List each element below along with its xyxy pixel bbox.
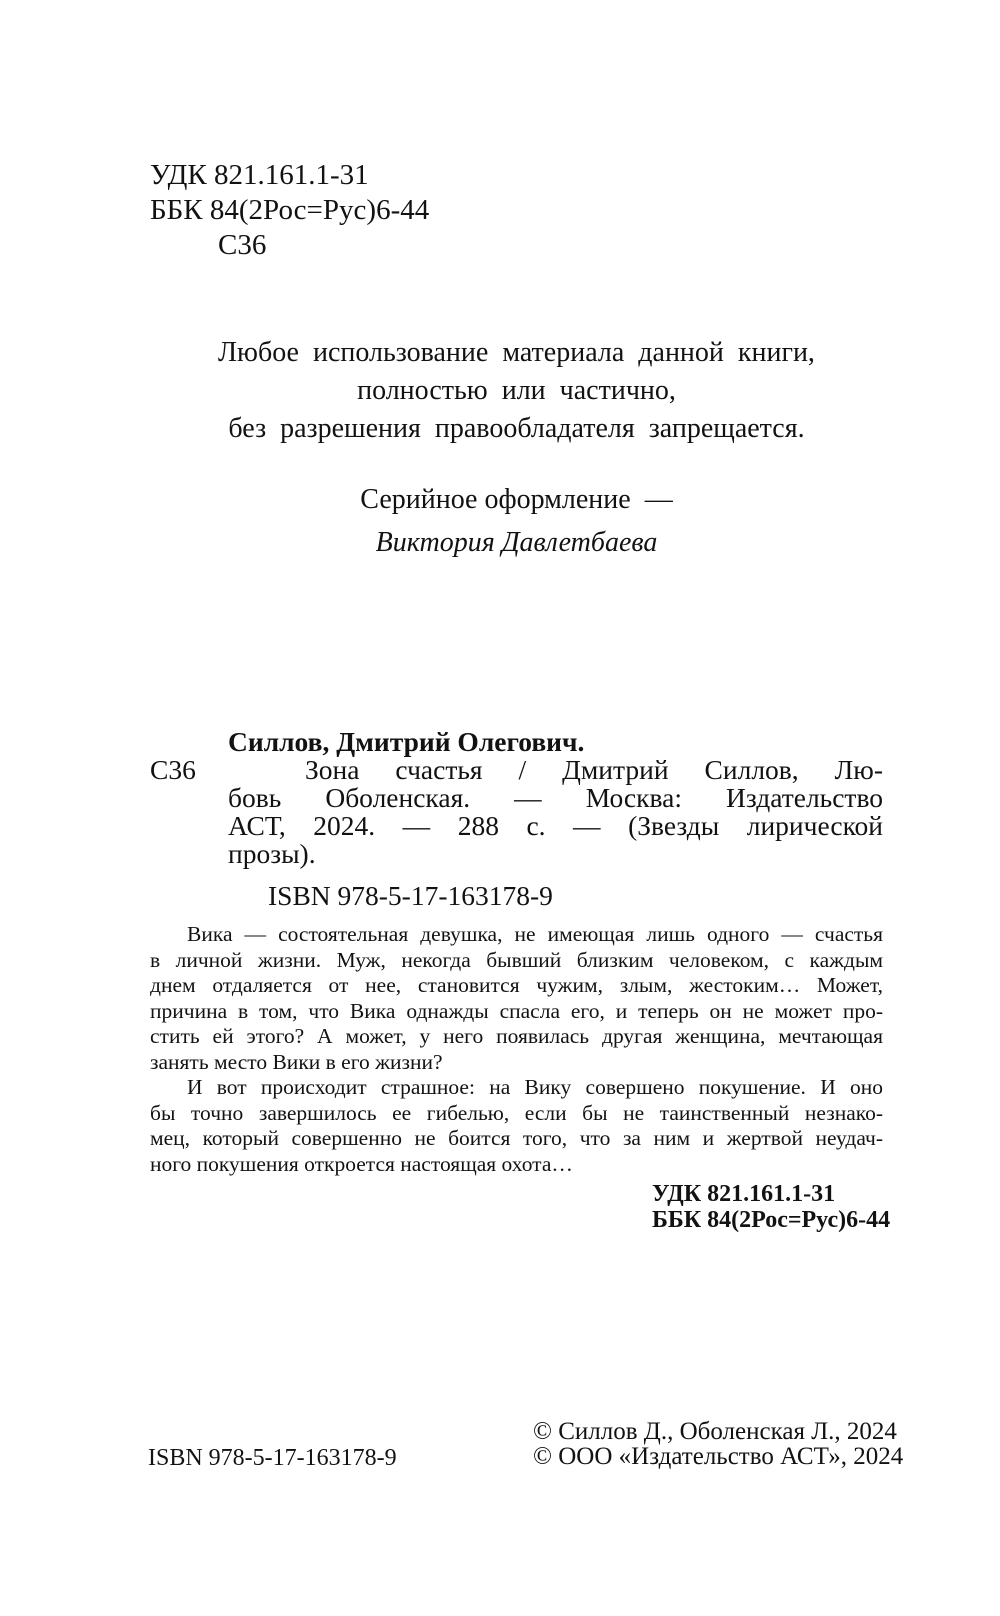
series-design-label: Серийное оформление — <box>360 484 673 515</box>
annotation-block <box>150 922 883 1177</box>
catalog-isbn: ISBN 978-5-17-163178-9 <box>268 880 553 911</box>
author-sign-code: С36 <box>218 229 267 261</box>
catalog-description: Зона счастья / Дмитрий Силлов, Лю- бовь Оболенская. — Москва: Издательство АСТ, 2024. — 288 с. — (Звезды лирической прозы). <box>228 754 883 869</box>
usage-restriction-notice: Любое использование материала данной книги, полностью или частично, без разрешения правообладателя запрещается. <box>218 337 815 444</box>
udk-line: УДК 821.161.1-31 <box>150 159 369 191</box>
bbk-line-bottom: ББК 84(2Рос=Рус)6-44 <box>652 1207 891 1233</box>
bbk-line: ББК 84(2Рос=Рус)6-44 <box>150 194 430 226</box>
catalog-card-body <box>228 727 883 910</box>
series-designer-name: Виктория Давлетбаева <box>375 527 658 558</box>
annotation-paragraph: Вика — состоятельная девушка, не имеющая лишь одного — счастья в личной жизни. Муж, некогда бывший близким человеком, с каждым днем отдаляется от нее, становится чужим, злым, жестоким… Может, причина в том, что Вика однажды спасла его, и теперь он не может про- стить ей этого? А может, у него появилась другая женщина, мечтающая занять место Вики в его жизни? <box>150 922 883 1074</box>
catalog-author-heading: Силлов, Дмитрий Олегович. <box>228 726 585 757</box>
series-design-block <box>150 478 883 564</box>
classification-top-block <box>150 158 429 263</box>
catalog-author-sign: С36 <box>150 754 196 785</box>
udk-line-bottom: УДК 821.161.1-31 <box>652 1181 836 1207</box>
copyright-block: © Силлов Д., Оболенская Л., 2024 © ООО «Издательство АСТ», 2024 <box>533 1418 904 1470</box>
annotation-paragraph: И вот происходит страшное: на Вику совершено покушение. И оно бы точно завершилось ее гибелью, если бы не таинственный незнако- мец, который совершенно не боится того, что за ним и жертвой неудач- ного покушения откроется настоящая охота… <box>150 1075 883 1176</box>
catalog-card <box>150 727 883 910</box>
footer-isbn: ISBN 978-5-17-163178-9 <box>148 1445 397 1471</box>
classification-bottom-block <box>652 1181 890 1233</box>
